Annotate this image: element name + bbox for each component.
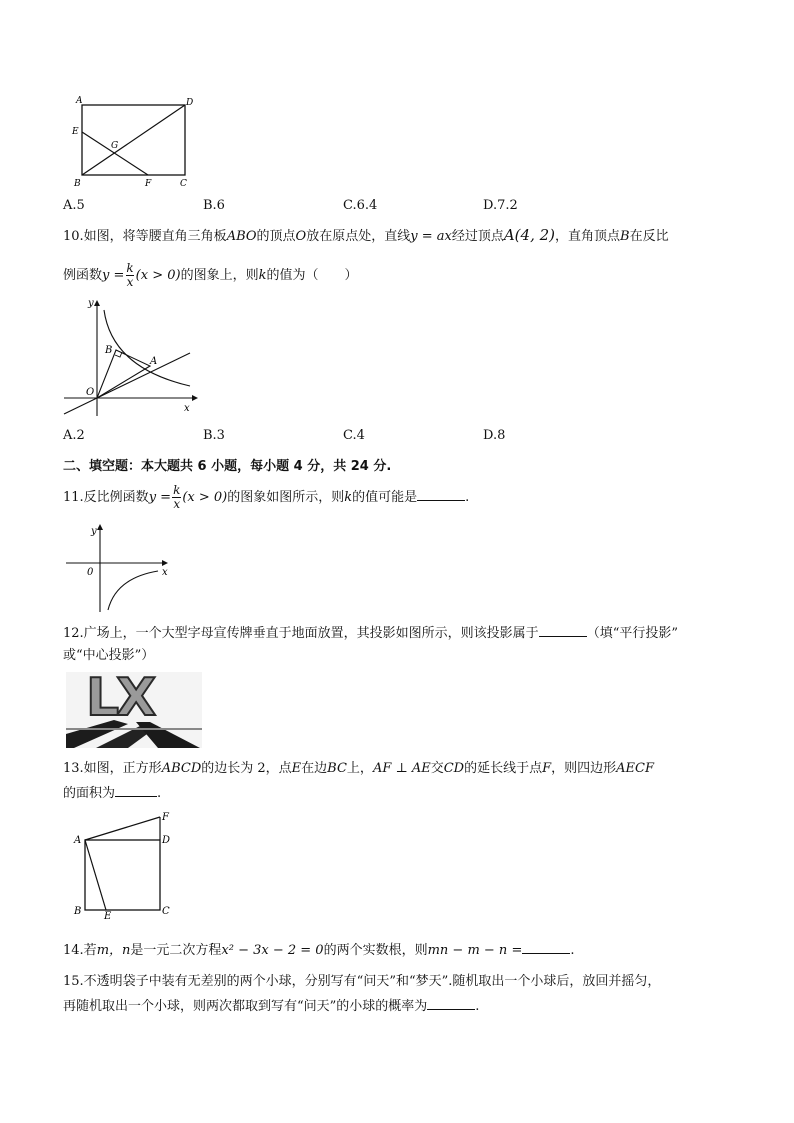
label-f: F xyxy=(145,179,152,189)
label-c: C xyxy=(162,906,170,917)
q10-option-c[interactable]: C.4 xyxy=(343,428,365,443)
q10-coordinate-figure xyxy=(60,296,200,418)
q9-rectangle-figure xyxy=(70,95,200,190)
q9-option-b[interactable]: B.6 xyxy=(203,198,225,213)
label-a: A xyxy=(76,96,83,106)
label-c: C xyxy=(180,179,187,189)
section-2-heading: 二、填空题：本大题共 6 小题，每小题 4 分，共 24 分. xyxy=(63,459,392,474)
q14-answer-blank[interactable] xyxy=(522,941,570,954)
q10-line2: 例函数y = $\frac{k}{x}$ (x > 0)的图象上，则k的值为（ ） xyxy=(63,261,358,289)
label-y: y xyxy=(91,526,97,537)
billboard-letters: LX xyxy=(86,672,154,728)
x-axis-arrow-icon xyxy=(192,395,198,401)
label-e: E xyxy=(104,911,112,920)
q10-option-d[interactable]: D.8 xyxy=(483,428,506,443)
q12-billboard-photo xyxy=(66,672,202,748)
label-a: A xyxy=(150,356,158,367)
q9-option-a[interactable]: A.5 xyxy=(63,198,85,213)
q11-graph-figure xyxy=(62,522,174,614)
label-b: B xyxy=(74,906,82,917)
q11-answer-blank[interactable] xyxy=(417,488,465,501)
q10-fraction: $\frac{k}{x}$ xyxy=(126,261,134,289)
y-axis-arrow-icon xyxy=(97,524,103,530)
q12-line1: 12.广场上，一个大型字母宣传牌垂直于地面放置，其投影如图所示，则该投影属于 （填“平行投影” xyxy=(63,626,678,641)
q13-line2: 的面积为 . xyxy=(63,786,162,801)
label-b: B xyxy=(105,345,113,356)
q15-answer-blank[interactable] xyxy=(427,997,475,1010)
q12-line2: 或“中心投影”） xyxy=(63,648,155,663)
line-y-ax xyxy=(64,353,190,414)
q14-text: 14.若m，n是一元二次方程x² − 3x − 2 = 0的两个实数根，则mn − m − n = . xyxy=(63,943,575,958)
label-g: G xyxy=(111,141,119,151)
hyperbola-curve xyxy=(108,571,158,610)
square-abcd xyxy=(85,840,160,910)
q13-line1: 13.如图，正方形ABCD的边长为 2，点E在边BC上，AF ⊥ AE交CD的延长线于点F，则四边形AECF xyxy=(63,761,655,776)
q15-line1: 15.不透明袋子中装有无差别的两个小球，分别写有“问天”和“梦天”.随机取出一个小球后，放回并摇匀， xyxy=(63,974,661,989)
segment-ae xyxy=(85,840,106,910)
hyperbola-curve xyxy=(104,310,190,386)
q13-square-figure xyxy=(70,808,180,920)
q10-line1: 10.如图，将等腰直角三角板ABO的顶点O放在原点处，直线y = ax经过顶点A(4, 2)，直角顶点B在反比 xyxy=(63,226,669,244)
label-d: D xyxy=(186,98,194,108)
q15-line2: 再随机取出一个小球，则两次都取到写有“问天”的小球的概率为 . xyxy=(63,999,480,1014)
q11-fraction: $\frac{k}{x}$ xyxy=(173,483,181,511)
label-f: F xyxy=(162,812,169,823)
label-o: O xyxy=(86,387,95,398)
q10-option-b[interactable]: B.3 xyxy=(203,428,225,443)
segment-af xyxy=(85,817,160,840)
q9-option-d[interactable]: D.7.2 xyxy=(483,198,518,213)
segment-bd xyxy=(82,105,185,175)
label-d: D xyxy=(162,835,171,846)
q10-option-a[interactable]: A.2 xyxy=(63,428,85,443)
label-o: 0 xyxy=(87,567,94,578)
label-x: x xyxy=(162,567,168,578)
y-axis-arrow-icon xyxy=(94,300,100,306)
label-y: y xyxy=(88,298,94,309)
q9-option-c[interactable]: C.6.4 xyxy=(343,198,378,213)
label-b: B xyxy=(74,179,81,189)
q13-answer-blank[interactable] xyxy=(115,784,157,797)
x-axis-arrow-icon xyxy=(162,560,168,566)
label-e: E xyxy=(72,127,79,137)
q12-answer-blank[interactable] xyxy=(539,624,587,637)
ground-line xyxy=(66,728,202,730)
label-a: A xyxy=(74,835,82,846)
triangle-abo xyxy=(97,350,150,398)
label-x: x xyxy=(184,403,190,414)
q11-text: 11.反比例函数y = $\frac{k}{x}$ (x > 0)的图象如图所示，则k的值可能是 . xyxy=(63,483,470,511)
